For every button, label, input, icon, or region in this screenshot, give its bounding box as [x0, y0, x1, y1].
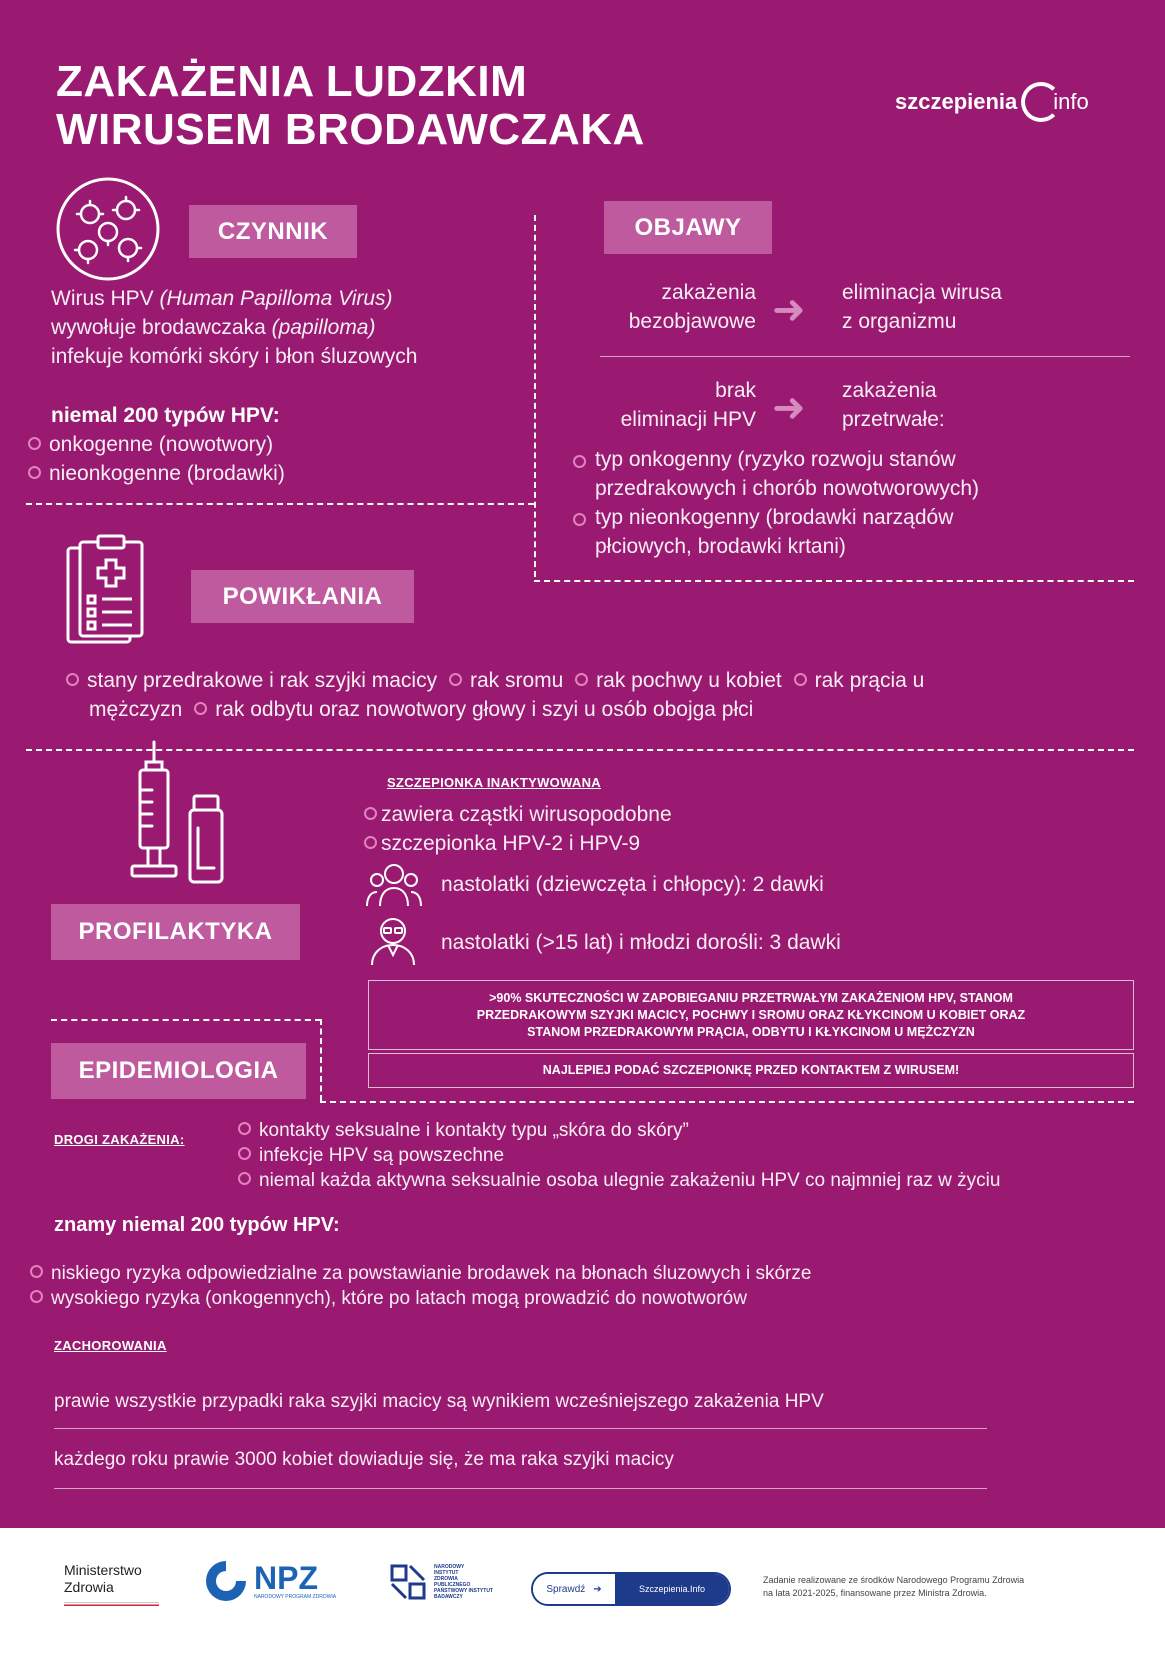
ministry-logo: Ministerstwo Zdrowia — [64, 1562, 159, 1606]
list-item: niemal każda aktywna seksualnie osoba ulegnie zakażeniu HPV co najmniej raz w życiu — [238, 1168, 1138, 1193]
list-item: zawiera cząstki wirusopodobne — [364, 800, 672, 829]
divider-epi-top — [51, 1019, 321, 1021]
vaccine-heading: SZCZEPIONKA INAKTYWOWANA — [387, 775, 601, 790]
divider-epi-right — [320, 1101, 1134, 1103]
young-adult-icon — [368, 915, 418, 967]
czynnik-types-list — [28, 430, 285, 488]
dose-teens: nastolatki (dziewczęta i chłopcy): 2 dawki — [441, 873, 824, 896]
list-item: infekcje HPV są powszechne — [238, 1143, 1138, 1168]
chevron-right-icon: ➔ — [593, 1583, 602, 1595]
tag-objawy: OBJAWY — [604, 201, 772, 254]
objawy-bullets — [573, 445, 1133, 561]
clipboard-icon — [66, 534, 148, 646]
funding-note: Zadanie realizowane ze środków Narodowego Programu Zdrowia na lata 2021-2025, finansowane przez Ministra Zdrowia. — [763, 1575, 1025, 1598]
list-item: typ nieonkogenny (brodawki narządów płciowych, brodawki krtani) — [573, 503, 1133, 561]
virus-icon — [55, 176, 161, 282]
case-line-2: każdego roku prawie 3000 kobiet dowiaduje się, że ma raka szyjki macicy — [54, 1449, 674, 1470]
objawy-separator — [600, 356, 1130, 357]
arrow-right-icon: ➜ — [772, 386, 806, 430]
objawy-row2-right: zakażenia przetrwałe: — [842, 379, 945, 431]
advice-box: NAJLEPIEJ PODAĆ SZCZEPIONKĘ PRZED KONTAKTEM Z WIRUSEM! — [368, 1053, 1134, 1088]
brand-logo — [895, 82, 1089, 122]
title-line-2: WIRUSEM BRODAWCZAKA — [56, 105, 645, 154]
epi-types-list — [30, 1261, 1130, 1311]
nizp-emblem-icon — [388, 1560, 428, 1604]
powiklania-list: stany przedrakowe i rak szyjki macicy rak sromu rak pochwy u kobiet rak prącia u mężczyzn rak odbytu oraz nowotwory głowy i szyi u osób obojga płci — [66, 666, 1146, 724]
cases-separator — [54, 1428, 987, 1429]
list-item: szczepionka HPV-2 i HPV-9 — [364, 829, 672, 858]
footer — [0, 1528, 1165, 1653]
nizp-logo: NARODOWY INSTYTUT ZDROWIA PUBLICZNEGO PAŃSTWOWY INSTYTUT BADAWCZY — [388, 1560, 493, 1604]
tag-czynnik: CZYNNIK — [189, 205, 357, 258]
divider-czynnik — [26, 503, 534, 505]
cases-separator — [54, 1488, 987, 1489]
objawy-row2-left: brak eliminacji HPV — [620, 379, 756, 431]
npz-logo: NPZ NARODOWY PROGRAM ZDROWIA — [202, 1558, 336, 1604]
check-szczepienia-link[interactable]: Sprawdź ➔ Szczepienia.Info — [531, 1572, 731, 1606]
list-item: typ onkogenny (ryzyko rozwoju stanów przedrakowych i chorób nowotworowych) — [573, 445, 1133, 503]
title-line-1: ZAKAŻENIA LUDZKIM — [56, 57, 528, 106]
list-item: wysokiego ryzyka (onkogennych), które po latach mogą prowadzić do nowotworów — [30, 1286, 1130, 1311]
divider-vertical — [534, 215, 536, 577]
list-item: kontakty seksualne i kontakty typu „skóra do skóry” — [238, 1118, 1138, 1143]
tag-epidemiologia: EPIDEMIOLOGIA — [51, 1043, 306, 1099]
objawy-row1-right: eliminacja wirusa z organizmu — [842, 281, 1002, 333]
cases-heading: ZACHOROWANIA — [54, 1338, 167, 1353]
divider-objawy — [534, 580, 1134, 582]
tag-profilaktyka: PROFILAKTYKA — [51, 904, 300, 960]
page-title — [56, 58, 645, 154]
list-item: nieonkogenne (brodawki) — [28, 459, 285, 488]
tag-powiklania: POWIKŁANIA — [191, 570, 414, 623]
czynnik-description: Wirus HPV (Human Papilloma Virus) wywołuje brodawczaka (papilloma) infekuje komórki skóry i błon śluzowych — [51, 287, 418, 368]
npz-swirl-icon — [202, 1558, 250, 1604]
list-item: niskiego ryzyka odpowiedzialne za powstawianie brodawek na błonach śluzowych i skórze — [30, 1261, 1130, 1286]
divider-epi-vertical — [320, 1019, 322, 1101]
group-people-icon — [365, 862, 423, 908]
case-line-1: prawie wszystkie przypadki raka szyjki macicy są wynikiem wcześniejszego zakażenia HPV — [54, 1391, 824, 1412]
brand-name: szczepienia — [895, 89, 1018, 114]
dose-young-adults: nastolatki (>15 lat) i młodzi dorośli: 3 dawki — [441, 931, 841, 954]
objawy-row1-left: zakażenia bezobjawowe — [628, 281, 756, 333]
arrow-right-icon: ➜ — [772, 288, 806, 332]
vaccine-list — [364, 800, 672, 858]
efficacy-box: >90% SKUTECZNOŚCI W ZAPOBIEGANIU PRZETRWAŁYM ZAKAŻENIOM HPV, STANOM PRZEDRAKOWYM SZYJKI MACICY, POCHWY I SROMU ORAZ KŁYKCINOM U KOBIET ORAZ STANOM PRZEDRAKOWYM PRĄCIA, ODBYTU I KŁYKCINOM U MĘŻCZYZN — [368, 980, 1134, 1050]
epi-types-heading: znamy niemal 200 typów HPV: — [54, 1214, 340, 1236]
list-item: onkogenne (nowotwory) — [28, 430, 285, 459]
routes-heading: DROGI ZAKAŻENIA: — [54, 1132, 185, 1147]
czynnik-types-heading: niemal 200 typów HPV: — [51, 404, 280, 427]
routes-list — [238, 1118, 1138, 1193]
syringe-vial-icon — [124, 740, 234, 890]
brand-suffix: info — [1053, 89, 1089, 114]
